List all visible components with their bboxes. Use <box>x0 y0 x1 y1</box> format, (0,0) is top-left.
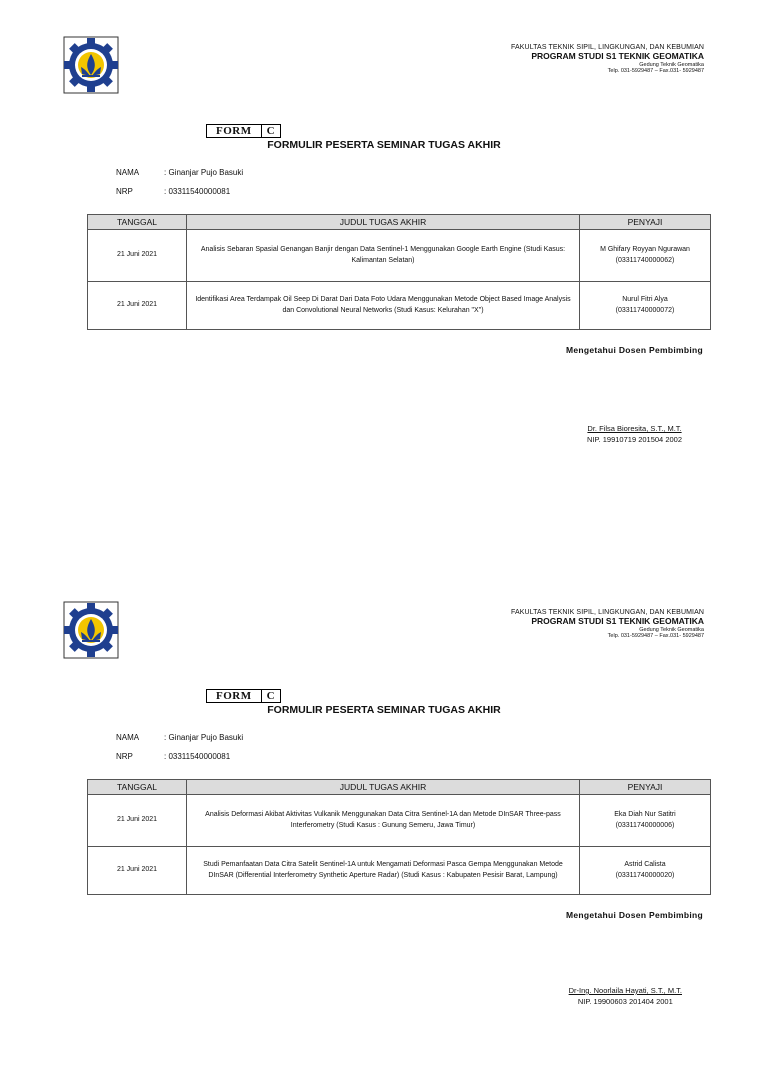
nrp-label: NRP <box>116 752 133 761</box>
faculty-name: FAKULTAS TEKNIK SIPIL, LINGKUNGAN, DAN KEBUMIAN <box>511 44 704 51</box>
row-title: Analisis Deformasi Akibat Aktivitas Vulkanik Menggunakan Data Citra Sentinel-1A dan Metode DInSAR Three-pass Interferometry (Studi Kasus : Gunung Semeru, Jawa Timur) <box>187 795 580 847</box>
supervisor-name: Dr-Ing. Noorlaila Hayati, S.T., M.T. <box>568 986 682 995</box>
building-name: Gedung Teknik Geomatika <box>639 61 704 68</box>
form-code-box <box>206 124 281 138</box>
col-penyaji: PENYAJI <box>580 780 711 795</box>
col-tanggal: TANGGAL <box>88 780 187 795</box>
phone-fax: Telp. 031-5929487 – Fax.031- 5929487 <box>607 68 704 75</box>
nama-value: : Ginanjar Pujo Basuki <box>164 733 244 742</box>
presenter-name: Astrid Calista <box>624 861 666 868</box>
form-title: FORMULIR PESERTA SEMINAR TUGAS AKHIR <box>267 704 501 716</box>
its-logo-icon <box>63 601 119 659</box>
row-title: Studi Pemanfaatan Data Citra Satelit Sentinel-1A untuk Mengamati Deformasi Pasca Gempa Menggunakan Metode DInSAR (Differential Interferometry Synthetic Aperture Radar) (Studi Kasus : Kabupaten Pesisir Barat, Lampung) <box>187 847 580 895</box>
supervisor-name: Dr. Filsa Bioresita, S.T., M.T. <box>587 424 682 433</box>
building-name: Gedung Teknik Geomatika <box>639 626 704 633</box>
nrp-value: : 03311540000081 <box>164 187 231 196</box>
seminar-table <box>87 779 711 895</box>
acknowledged-label: Mengetahui Dosen Pembimbing <box>565 910 703 920</box>
nrp-label: NRP <box>116 187 133 196</box>
supervisor-signature <box>569 986 682 1008</box>
faculty-header <box>511 609 704 639</box>
row-presenter-cell <box>580 230 711 282</box>
presenter-nrp: (03311740000006) <box>615 821 675 829</box>
form-code: C <box>262 124 281 138</box>
form-title: FORMULIR PESERTA SEMINAR TUGAS AKHIR <box>267 139 501 151</box>
supervisor-nip: NIP. 19900603 201404 2001 <box>577 996 673 1006</box>
form-sheet-1 <box>0 0 768 512</box>
nama-label: NAMA <box>116 733 140 742</box>
form-code-box <box>206 689 281 703</box>
its-logo-icon <box>63 36 119 94</box>
table-row <box>88 282 711 330</box>
row-title: Identifikasi Area Terdampak Oil Seep Di Darat Dari Data Foto Udara Menggunakan Metode Object Based Image Analysis dan Convolutional Neural Networks (Studi Kasus: Kelurahan "X") <box>187 282 580 330</box>
row-presenter-cell <box>580 282 711 330</box>
table-row <box>88 847 711 895</box>
col-judul: JUDUL TUGAS AKHIR <box>187 215 580 230</box>
col-tanggal: TANGGAL <box>88 215 187 230</box>
col-judul: JUDUL TUGAS AKHIR <box>187 780 580 795</box>
nrp-row <box>116 752 230 761</box>
faculty-header <box>511 44 704 74</box>
supervisor-nip: NIP. 19910719 201504 2002 <box>587 434 682 444</box>
row-presenter-cell <box>580 847 711 895</box>
program-name: PROGRAM STUDI S1 TEKNIK GEOMATIKA <box>531 51 704 62</box>
presenter-name: Eka Diah Nur Satitri <box>614 811 676 818</box>
presenter-name: M Ghifary Royyan Ngurawan <box>600 246 690 253</box>
phone-fax: Telp. 031-5929487 – Fax.031- 5929487 <box>607 633 704 640</box>
form-label: FORM <box>206 689 262 703</box>
nama-row <box>116 733 243 742</box>
table-row <box>88 795 711 847</box>
nama-row <box>116 168 243 177</box>
presenter-nrp: (03311740000062) <box>615 256 675 264</box>
presenter-name: Nurul Fitri Alya <box>622 296 668 303</box>
table-header-row <box>88 215 711 230</box>
form-label: FORM <box>206 124 262 138</box>
nrp-value: : 03311540000081 <box>164 752 231 761</box>
col-penyaji: PENYAJI <box>580 215 711 230</box>
table-row <box>88 230 711 282</box>
seminar-table <box>87 214 711 330</box>
supervisor-signature <box>587 424 682 446</box>
presenter-nrp: (03311740000072) <box>615 306 675 314</box>
table-header-row <box>88 780 711 795</box>
row-presenter-cell <box>580 795 711 847</box>
row-date: 21 Juni 2021 <box>88 847 187 895</box>
form-sheet-2 <box>0 565 768 1077</box>
program-name: PROGRAM STUDI S1 TEKNIK GEOMATIKA <box>531 616 704 627</box>
row-date: 21 Juni 2021 <box>88 230 187 282</box>
row-date: 21 Juni 2021 <box>88 282 187 330</box>
acknowledged-label: Mengetahui Dosen Pembimbing <box>565 345 703 355</box>
nama-value: : Ginanjar Pujo Basuki <box>164 168 244 177</box>
row-date: 21 Juni 2021 <box>88 795 187 847</box>
faculty-name: FAKULTAS TEKNIK SIPIL, LINGKUNGAN, DAN KEBUMIAN <box>511 609 704 616</box>
nama-label: NAMA <box>116 168 140 177</box>
row-title: Analisis Sebaran Spasial Genangan Banjir dengan Data Sentinel-1 Menggunakan Google Earth Engine (Studi Kasus: Kalimantan Selatan) <box>187 230 580 282</box>
form-code: C <box>262 689 281 703</box>
nrp-row <box>116 187 230 196</box>
presenter-nrp: (03311740000020) <box>615 871 675 879</box>
